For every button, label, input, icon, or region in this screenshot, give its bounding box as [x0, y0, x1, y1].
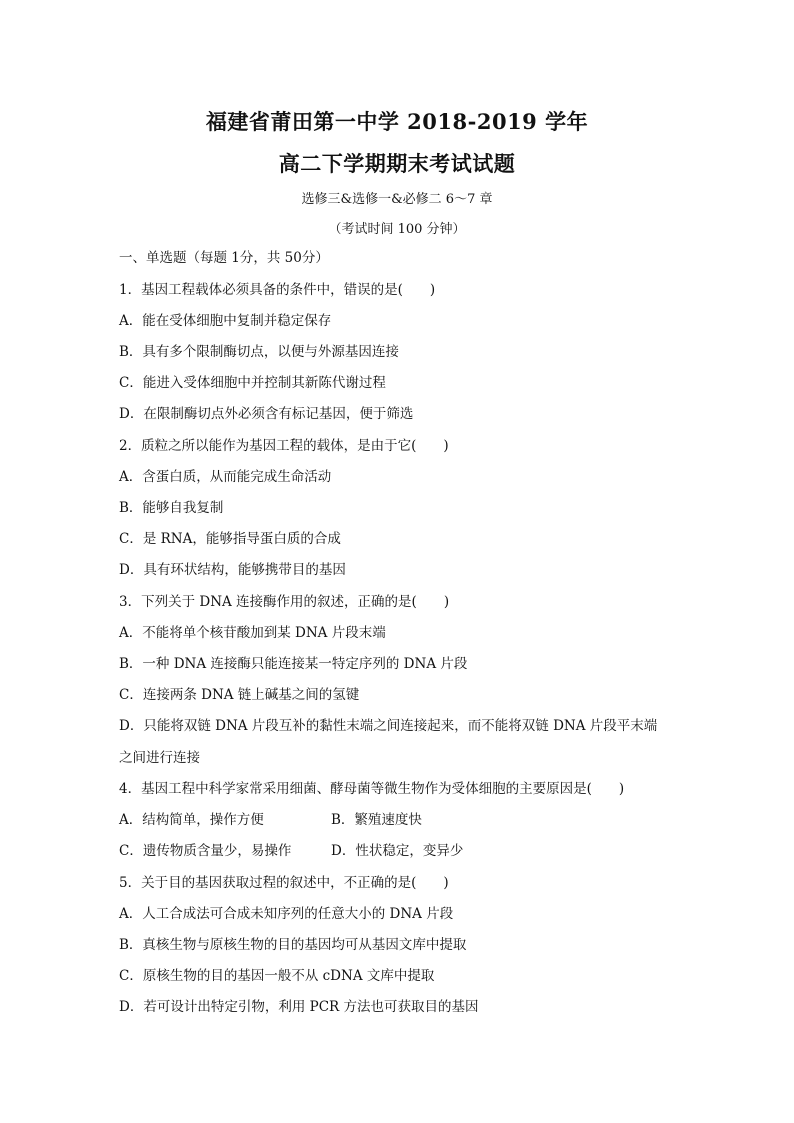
question-1-option-c: C．能进入受体细胞中并控制其新陈代谢过程: [119, 375, 386, 391]
exam-title-line1: 福建省莆田第一中学 2018-2019 学年: [205, 109, 589, 134]
section-heading: 一、单选题（每题 1分，共 50分）: [119, 250, 329, 266]
question-4-stem: 4．基因工程中科学家常采用细菌、酵母菌等微生物作为受体细胞的主要原因是( ): [119, 781, 625, 797]
question-3-stem: 3．下列关于 DNA 连接酶作用的叙述，正确的是( ): [119, 594, 450, 610]
question-2-option-c: C．是 RNA，能够指导蛋白质的合成: [119, 531, 341, 547]
question-2-stem: 2．质粒之所以能作为基因工程的载体，是由于它( ): [119, 438, 449, 454]
question-3-option-c: C．连接两条 DNA 链上碱基之间的氢键: [119, 687, 360, 703]
exam-title-line2: 高二下学期期末考试试题: [278, 151, 516, 176]
exam-time: （考试时间 100 分钟）: [328, 222, 466, 237]
question-1-option-d: D．在限制酶切点外必须含有标记基因，便于筛选: [119, 406, 414, 422]
question-3-option-d-line1: D．只能将双链 DNA 片段互补的黏性末端之间连接起来，而不能将双链 DNA 片段平末端: [119, 718, 658, 734]
question-5-option-b: B．真核生物与原核生物的目的基因均可从基因文库中提取: [119, 937, 467, 953]
question-2-option-b: B．能够自我复制: [119, 500, 224, 516]
question-5-option-a: A．人工合成法可合成未知序列的任意大小的 DNA 片段: [119, 906, 454, 922]
question-1-option-a: A．能在受体细胞中复制并稳定保存: [119, 313, 332, 329]
question-4-option-c: C．遗传物质含量少，易操作: [119, 843, 292, 859]
question-4-option-a: A．结构简单，操作方便: [119, 812, 264, 828]
question-2-option-a: A．含蛋白质，从而能完成生命活动: [119, 469, 332, 485]
question-4-option-d: D．性状稳定，变异少: [331, 843, 464, 859]
question-5-stem: 5．关于目的基因获取过程的叙述中，不正确的是( ): [119, 875, 449, 891]
question-3-option-b: B．一种 DNA 连接酶只能连接某一特定序列的 DNA 片段: [119, 656, 468, 672]
question-1-stem: 1．基因工程载体必须具备的条件中，错误的是( ): [119, 282, 436, 298]
question-1-option-b: B．具有多个限制酶切点，以便与外源基因连接: [119, 344, 399, 360]
question-5-option-c: C．原核生物的目的基因一般不从 cDNA 文库中提取: [119, 968, 435, 984]
question-5-option-d: D．若可设计出特定引物，利用 PCR 方法也可获取目的基因: [119, 999, 479, 1015]
question-3-option-d-line2: 之间进行连接: [119, 750, 200, 766]
question-2-option-d: D．具有环状结构，能够携带目的基因: [119, 562, 346, 578]
question-4-option-b: B．繁殖速度快: [331, 812, 422, 828]
question-3-option-a: A．不能将单个核苷酸加到某 DNA 片段末端: [119, 625, 386, 641]
exam-scope: 选修三&选修一&必修二 6～7 章: [301, 192, 493, 207]
